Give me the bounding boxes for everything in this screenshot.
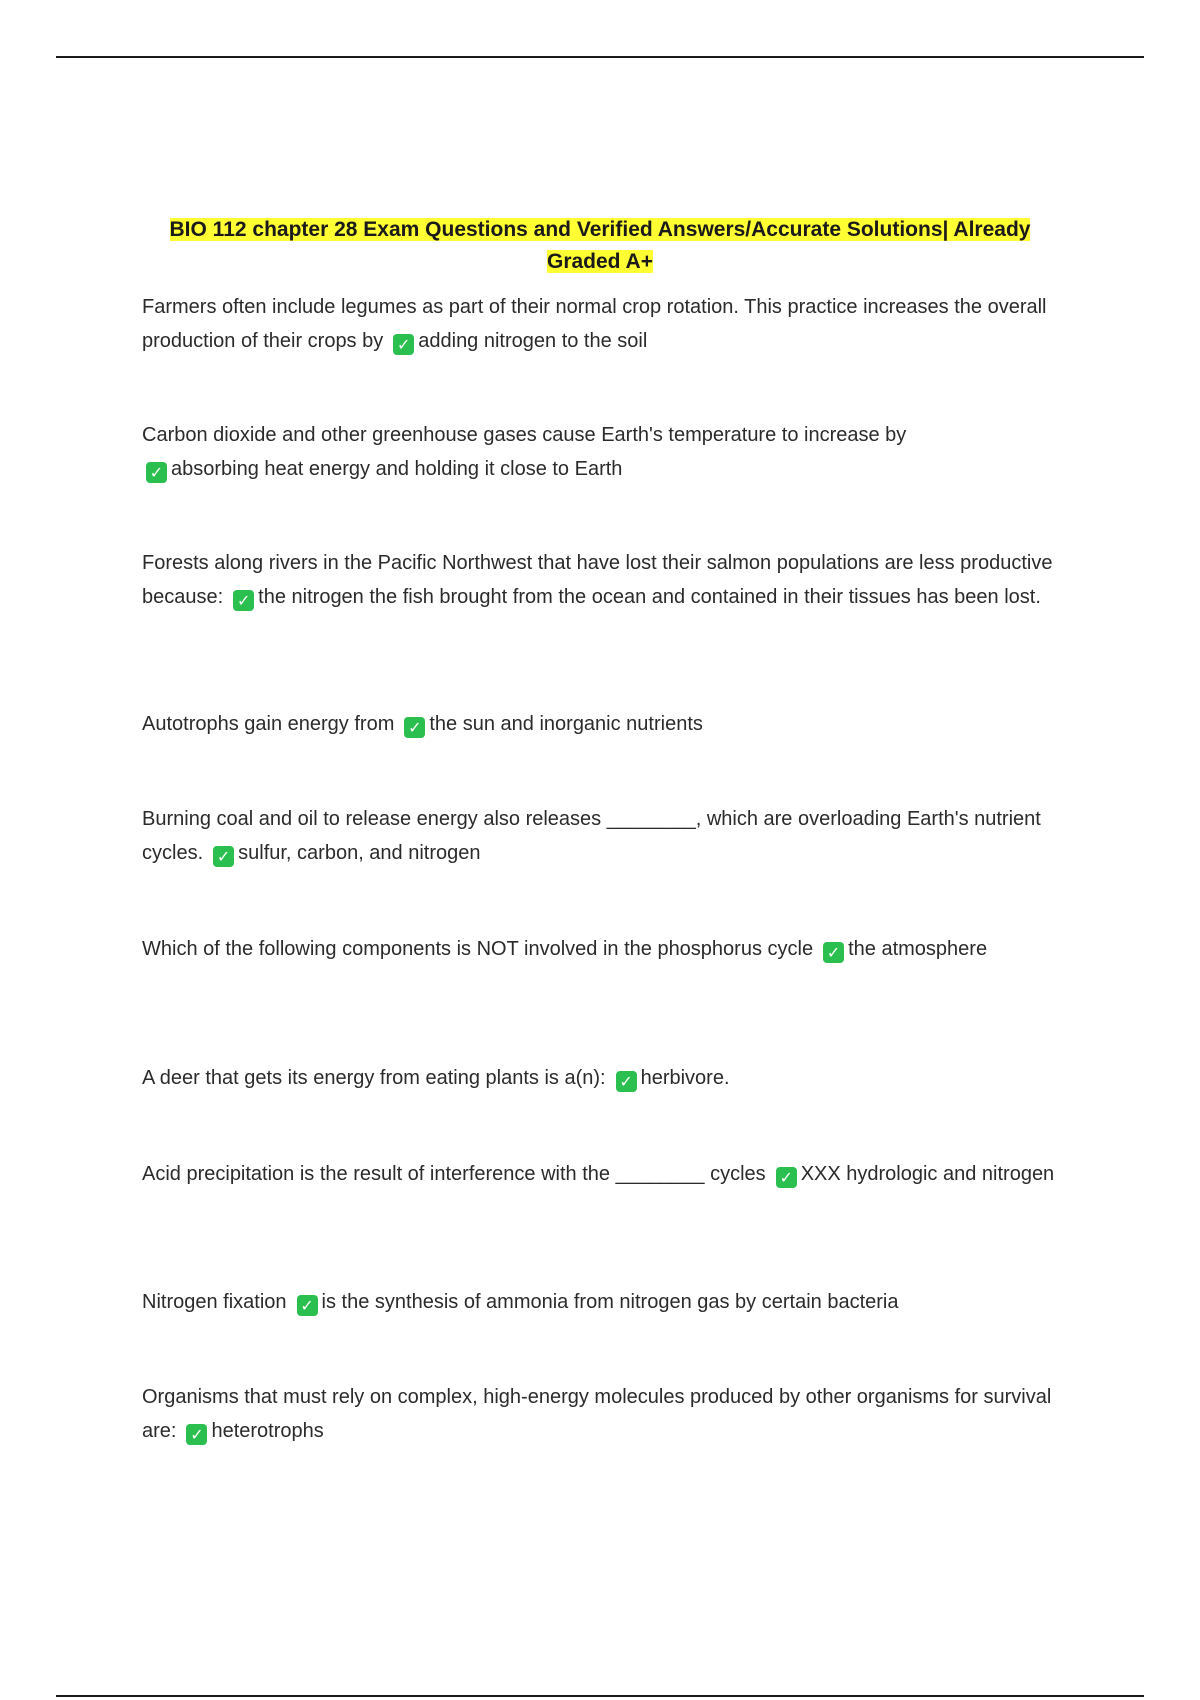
question-text: Which of the following components is NOT involved in the phosphorus cycle [142, 938, 814, 960]
header-rule [56, 56, 1144, 58]
checkmark-icon: ✓ [404, 717, 425, 738]
answer-text: is the synthesis of ammonia from nitrogen gas by certain bacteria [321, 1291, 899, 1313]
answer-text: the atmosphere [848, 938, 988, 960]
answer-text: the sun and inorganic nutrients [429, 713, 703, 735]
title-line-1: BIO 112 chapter 28 Exam Questions and Verified Answers/Accurate Solutions| Already [169, 218, 1031, 241]
answer-text: adding nitrogen to the soil [418, 330, 648, 352]
question-text: Organisms that must rely on complex, high-energy molecules produced by other organisms for survival are: [142, 1386, 1052, 1442]
title-line-2: Graded A+ [546, 250, 653, 273]
question-text: Autotrophs gain energy from [142, 713, 395, 735]
qa-item [142, 802, 1062, 870]
footer-rule [56, 1695, 1144, 1697]
checkmark-icon: ✓ [186, 1424, 207, 1445]
question-text: Forests along rivers in the Pacific Northwest that have lost their salmon populations are less productive because: [142, 552, 1053, 608]
checkmark-icon: ✓ [823, 942, 844, 963]
question-text: Nitrogen fixation [142, 1291, 287, 1313]
question-text: Farmers often include legumes as part of their normal crop rotation. This practice increases the overall production of their crops by [142, 296, 1047, 352]
qa-item [142, 932, 1062, 966]
document-title [140, 214, 1060, 278]
checkmark-icon: ✓ [616, 1071, 637, 1092]
qa-item [142, 707, 1062, 741]
answer-text: sulfur, carbon, and nitrogen [238, 842, 481, 864]
checkmark-icon: ✓ [393, 334, 414, 355]
qa-item [142, 418, 1062, 486]
question-text: Burning coal and oil to release energy also releases ________, which are overloading Earth's nutrient cycles. [142, 808, 1041, 864]
checkmark-icon: ✓ [297, 1295, 318, 1316]
checkmark-icon: ✓ [146, 462, 167, 483]
qa-item [142, 290, 1062, 358]
checkmark-icon: ✓ [233, 590, 254, 611]
question-text: Carbon dioxide and other greenhouse gases cause Earth's temperature to increase by [142, 424, 907, 446]
question-text: Acid precipitation is the result of interference with the ________ cycles [142, 1163, 766, 1185]
answer-text: the nitrogen the fish brought from the ocean and contained in their tissues has been lost. [258, 586, 1041, 608]
answer-text: XXX hydrologic and nitrogen [800, 1163, 1055, 1185]
qa-item [142, 1285, 1062, 1319]
qa-item [142, 1380, 1062, 1448]
answer-text: herbivore. [640, 1067, 730, 1089]
answer-text: absorbing heat energy and holding it close to Earth [171, 458, 623, 480]
qa-item [142, 546, 1062, 614]
qa-item [142, 1157, 1062, 1191]
answer-text: heterotrophs [211, 1420, 324, 1442]
qa-item [142, 1061, 1062, 1095]
question-text: A deer that gets its energy from eating plants is a(n): [142, 1067, 606, 1089]
checkmark-icon: ✓ [213, 846, 234, 867]
checkmark-icon: ✓ [776, 1167, 797, 1188]
